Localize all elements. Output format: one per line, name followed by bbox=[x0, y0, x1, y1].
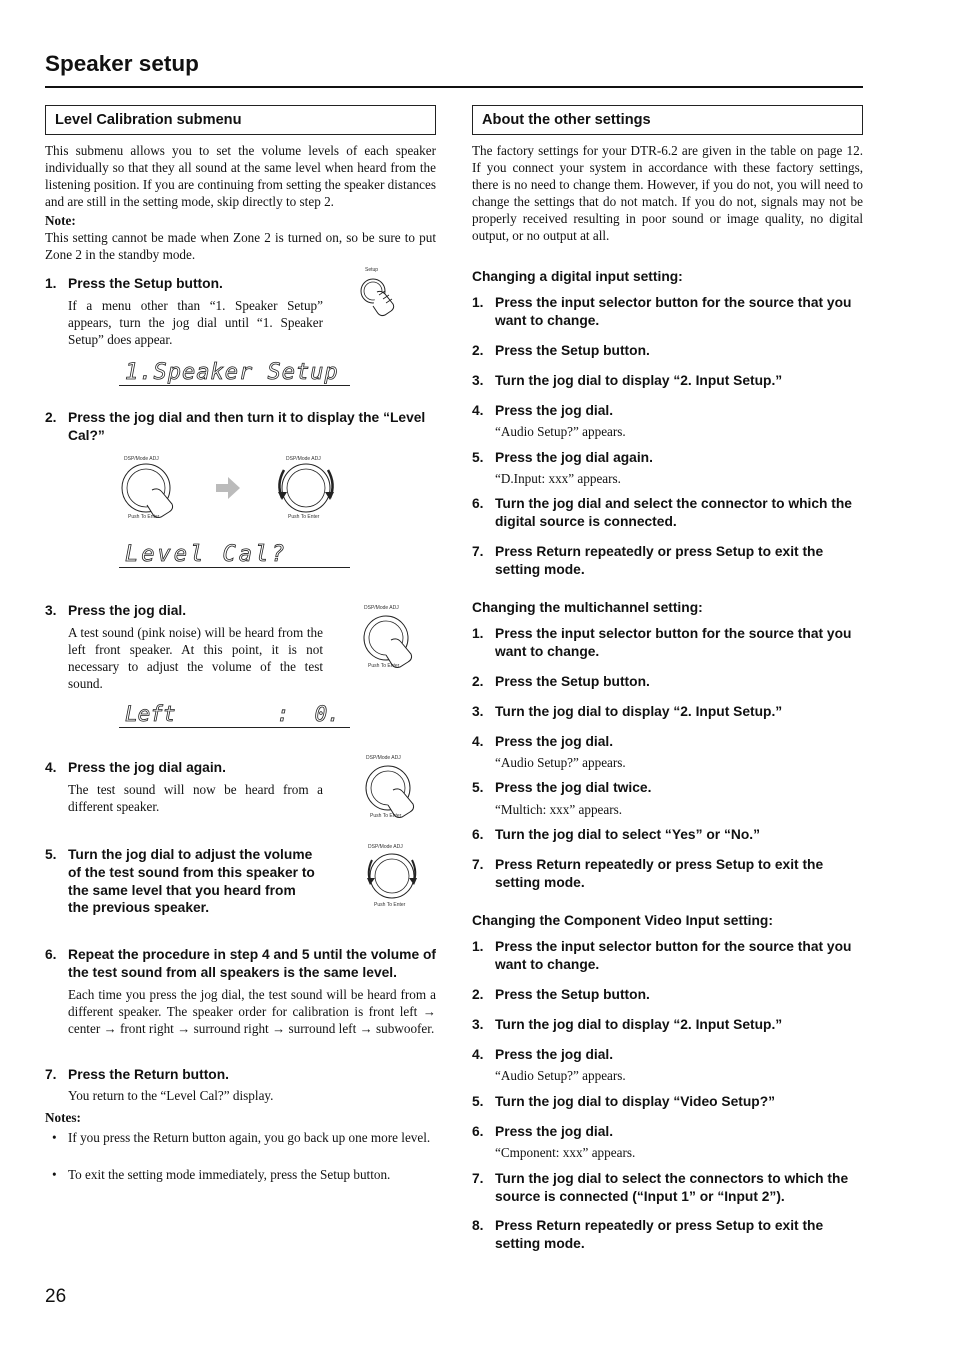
step-number: 1. bbox=[45, 276, 57, 291]
multich-step-4: 4. Press the jog dial. bbox=[472, 734, 614, 749]
left-intro: This submenu allows you to set the volume levels of each speaker individually so that they all sound at the same level when heard from the listening position. If you are continuing from setting the speaker distances and are still in the setting mode, skip directly to step 2. bbox=[45, 143, 436, 209]
display-left-level bbox=[119, 699, 350, 728]
step-title: Press the jog dial again. bbox=[68, 760, 226, 775]
arrow-right-icon bbox=[216, 477, 240, 499]
notes-item-text: To exit the setting mode immediately, press the Setup button. bbox=[68, 1167, 391, 1182]
left-step-6-body: Each time you press the jog dial, the test sound will be heard from a different speaker. The speaker order for calibration is front left → center → front right → surround right → surround left → subwoofer. bbox=[68, 987, 436, 1036]
step-number: 4. bbox=[45, 760, 57, 775]
multich-step-5: 5. Press the jog dial twice. bbox=[472, 780, 652, 795]
display-speaker-setup bbox=[119, 357, 350, 386]
video-step-7: 7. Turn the jog dial to select the connectors to which the source is connected (“Input 1” or “Input 2”). bbox=[472, 1171, 849, 1204]
svg-text:Push To Enter: Push To Enter bbox=[374, 902, 406, 908]
display-level-cal bbox=[119, 539, 350, 568]
step-title: Turn the jog dial to adjust the volume of the test sound from this speaker to the same level that you heard from the previous speaker. bbox=[68, 847, 315, 916]
subheading-multichannel: Changing the multichannel setting: bbox=[472, 600, 703, 615]
svg-text:DSP/Mode ADJ: DSP/Mode ADJ bbox=[368, 844, 403, 850]
subheading-digital-input: Changing a digital input setting: bbox=[472, 269, 683, 284]
svg-text:Push To Enter: Push To Enter bbox=[368, 663, 400, 669]
bullet-icon: • bbox=[52, 1130, 57, 1145]
multich-step-5-body: “Multich: xxx” appears. bbox=[495, 802, 623, 817]
notes-label: Notes: bbox=[45, 1110, 81, 1125]
step-number: 3. bbox=[45, 603, 57, 618]
jog-dial-press-illustration bbox=[360, 602, 432, 672]
multich-step-6: 6. Turn the jog dial to select “Yes” or “No.” bbox=[472, 827, 760, 842]
notes-item-text: If you press the Return button again, you go back up one more level. bbox=[68, 1130, 431, 1145]
left-step-1 bbox=[45, 275, 345, 293]
video-step-4: 4. Press the jog dial. bbox=[472, 1047, 614, 1062]
left-step-6 bbox=[45, 946, 436, 982]
left-step-1-body: If a menu other than “1. Speaker Setup” appears, turn the jog dial until “1. Speaker Setup” does appear. bbox=[68, 298, 323, 347]
video-step-2: 2. Press the Setup button. bbox=[472, 987, 650, 1002]
step-title: Press the jog dial. bbox=[68, 603, 187, 618]
left-step-7-body: You return to the “Level Cal?” display. bbox=[68, 1088, 274, 1103]
step-number: 6. bbox=[45, 947, 57, 962]
svg-text:Push To Enter: Push To Enter bbox=[288, 514, 320, 520]
jog-dial-turn-illustration bbox=[362, 840, 434, 910]
step-number: 5. bbox=[45, 847, 57, 862]
step-title: Repeat the procedure in step 4 and 5 until the volume of the test sound from all speakers is the same level. bbox=[68, 947, 436, 980]
section-heading-other-settings: About the other settings bbox=[472, 105, 863, 135]
left-note bbox=[45, 213, 436, 264]
multich-step-3: 3. Turn the jog dial to display “2. Input Setup.” bbox=[472, 704, 783, 719]
digital-step-3: 3. Turn the jog dial to display “2. Input Setup.” bbox=[472, 373, 783, 388]
step-number: 7. bbox=[45, 1067, 57, 1082]
step-number: 2. bbox=[45, 410, 57, 425]
title-rule bbox=[45, 86, 863, 88]
svg-text:DSP/Mode ADJ: DSP/Mode ADJ bbox=[366, 755, 401, 761]
left-step-2 bbox=[45, 409, 436, 445]
display-level-cal-text: Level Cal? bbox=[125, 542, 288, 567]
left-step-5 bbox=[45, 846, 320, 917]
left-step-3-body: A test sound (pink noise) will be heard from the left front speaker. At this point, it is not necessary to adjust the volume of the test sound. bbox=[68, 625, 323, 691]
jog-dial-press-turn-illustration bbox=[118, 452, 358, 524]
setup-button-illustration bbox=[355, 265, 410, 320]
step-title: Press the Return button. bbox=[68, 1067, 229, 1082]
multich-step-7: 7. Press Return repeatedly or press Setup to exit the setting mode. bbox=[472, 857, 824, 890]
digital-step-5: 5. Press the jog dial again. bbox=[472, 450, 653, 465]
left-step-4 bbox=[45, 759, 345, 777]
video-step-5: 5. Turn the jog dial to display “Video Setup?” bbox=[472, 1094, 776, 1109]
left-step-3 bbox=[45, 602, 345, 620]
note-label: Note: bbox=[45, 213, 76, 228]
subheading-component-video: Changing the Component Video Input setting: bbox=[472, 913, 773, 928]
video-step-3: 3. Turn the jog dial to display “2. Input Setup.” bbox=[472, 1017, 783, 1032]
svg-text:DSP/Mode ADJ: DSP/Mode ADJ bbox=[286, 456, 321, 462]
display-left-level-text: Left : 0. bbox=[125, 702, 340, 726]
video-step-1: 1. Press the input selector button for the source that you want to change. bbox=[472, 939, 852, 972]
digital-step-5-body: “D.Input: xxx” appears. bbox=[495, 471, 621, 486]
note-text: This setting cannot be made when Zone 2 is turned on, so be sure to put Zone 2 in the standby mode. bbox=[45, 229, 436, 262]
page-title: Speaker setup bbox=[45, 51, 199, 76]
step-title: Press the Setup button. bbox=[68, 276, 223, 291]
svg-text:Push To Enter: Push To Enter bbox=[128, 514, 160, 520]
display-speaker-setup-text: 1.Speaker Setup bbox=[125, 360, 339, 385]
section-heading-level-calibration: Level Calibration submenu bbox=[45, 105, 436, 135]
video-step-6: 6. Press the jog dial. bbox=[472, 1124, 614, 1139]
digital-step-6: 6. Turn the jog dial and select the connector to which the digital source is connected. bbox=[472, 496, 852, 529]
digital-step-2: 2. Press the Setup button. bbox=[472, 343, 650, 358]
multich-step-4-body: “Audio Setup?” appears. bbox=[495, 755, 626, 770]
right-intro: The factory settings for your DTR-6.2 are given in the table on page 12. If you connect your system in accordance with these factory settings, there is no need to change them. However, if you do not, you will need to change the settings that do not match. If you do not, signals may not be properly received resulting in poor sound or image quality, no digital output, or no output at all. bbox=[472, 143, 863, 243]
digital-step-4: 4. Press the jog dial. bbox=[472, 403, 614, 418]
video-step-8: 8. Press Return repeatedly or press Setup to exit the setting mode. bbox=[472, 1218, 824, 1251]
svg-text:DSP/Mode ADJ: DSP/Mode ADJ bbox=[364, 605, 399, 611]
bullet-icon: • bbox=[52, 1167, 57, 1182]
page-number: 26 bbox=[45, 1286, 67, 1307]
setup-label: Setup bbox=[365, 267, 379, 273]
multich-step-1: 1. Press the input selector button for the source that you want to change. bbox=[472, 626, 852, 659]
multich-step-2: 2. Press the Setup button. bbox=[472, 674, 650, 689]
notes-item-1 bbox=[52, 1130, 436, 1147]
digital-step-4-body: “Audio Setup?” appears. bbox=[495, 424, 626, 439]
step-title: Press the jog dial and then turn it to display the “Level Cal?” bbox=[68, 410, 426, 443]
left-step-4-body: The test sound will now be heard from a different speaker. bbox=[68, 782, 323, 814]
video-step-6-body: “Cmponent: xxx” appears. bbox=[495, 1145, 636, 1160]
jog-dial-press-again-illustration bbox=[362, 752, 434, 822]
svg-text:DSP/Mode ADJ: DSP/Mode ADJ bbox=[124, 456, 159, 462]
digital-step-7: 7. Press Return repeatedly or press Setup to exit the setting mode. bbox=[472, 544, 824, 577]
digital-step-1: 1. Press the input selector button for the source that you want to change. bbox=[472, 295, 852, 328]
notes-item-2 bbox=[52, 1167, 436, 1184]
left-step-7 bbox=[45, 1066, 436, 1084]
svg-text:Push To Enter: Push To Enter bbox=[370, 813, 402, 819]
video-step-4-body: “Audio Setup?” appears. bbox=[495, 1068, 626, 1083]
